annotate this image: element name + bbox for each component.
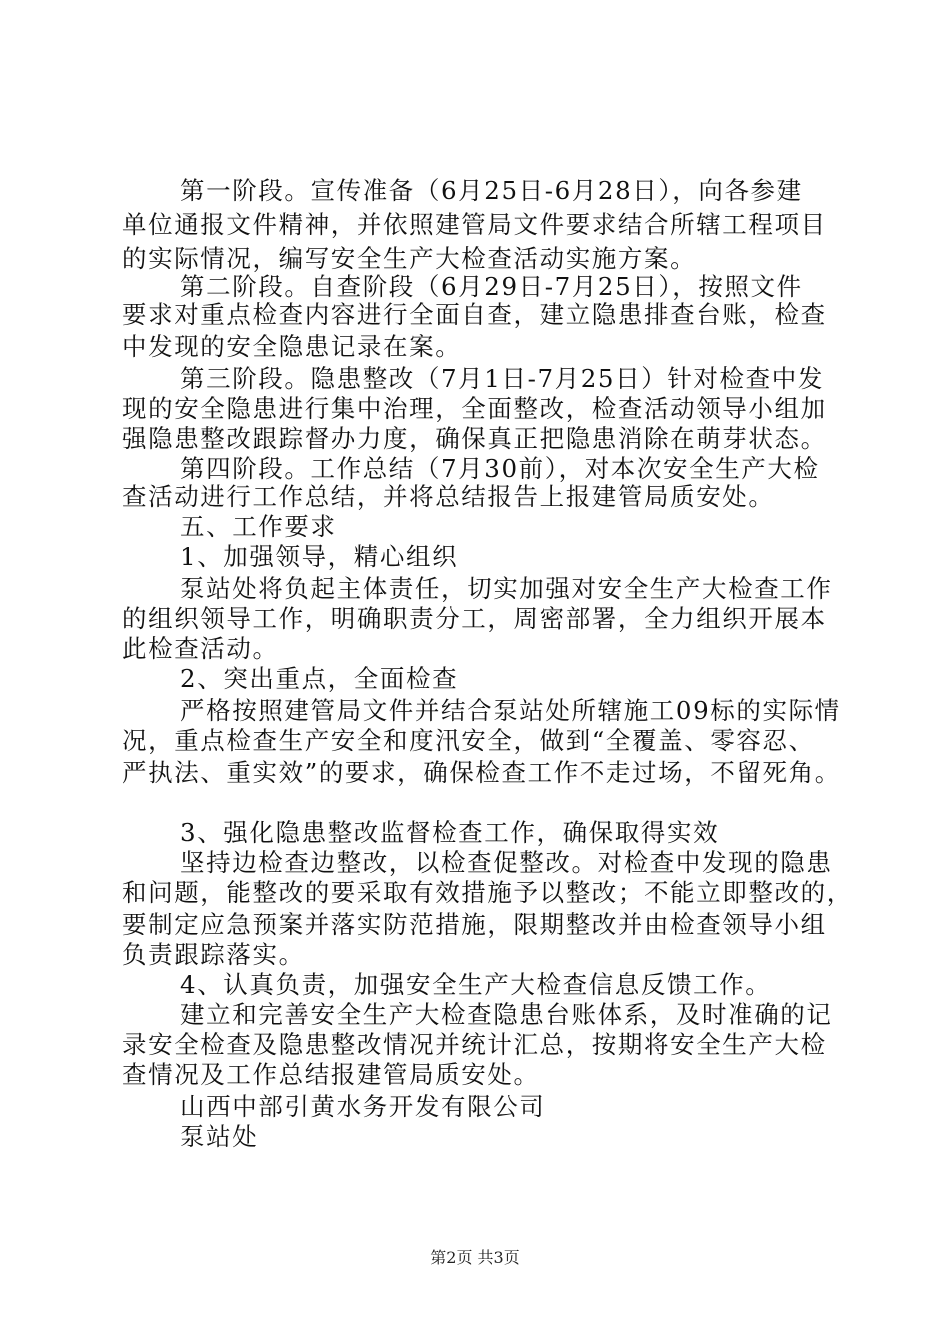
text-line: 要制定应急预案并落实防范措施，限期整改并由检查领导小组 [122,910,827,939]
text-line: 的组织领导工作，明确职责分工，周密部署，全力组织开展本 [122,604,827,633]
text-line: 第一阶段。宣传准备（6月25日-6月28日），向各参建 [180,176,803,205]
text-line: 负责跟踪落实。 [122,940,305,969]
text-line: 严执法、重实效”的要求，确保检查工作不走过场，不留死角。 [122,758,841,787]
signature-company: 山西中部引黄水务开发有限公司 [180,1092,546,1121]
text-line: 查情况及工作总结报建管局质安处。 [122,1060,540,1089]
section-heading: 五、工作要求 [180,512,337,541]
page-number-footer: 第2页 共3页 [430,1248,520,1267]
text-line: 第二阶段。自查阶段（6月29日-7月25日），按照文件 [180,272,803,301]
text-line: 建立和完善安全生产大检查隐患台账体系，及时准确的记 [180,1000,833,1029]
text-line: 第三阶段。隐患整改（7月1日-7月25日）针对检查中发 [180,364,824,393]
text-line: 中发现的安全隐患记录在案。 [122,332,462,361]
text-line: 要求对重点检查内容进行全面自查，建立隐患排查台账，检查 [122,300,827,329]
text-line: 现的安全隐患进行集中治理，全面整改，检查活动领导小组加 [122,394,827,423]
subsection-heading: 2、突出重点，全面检查 [180,664,459,693]
text-line: 单位通报文件精神，并依照建管局文件要求结合所辖工程项目 [122,210,827,239]
text-line: 强隐患整改跟踪督办力度，确保真正把隐患消除在萌芽状态。 [122,424,827,453]
text-line: 查活动进行工作总结，并将总结报告上报建管局质安处。 [122,482,775,511]
text-line: 和问题，能整改的要采取有效措施予以整改；不能立即整改的， [122,878,853,907]
text-line: 录安全检查及隐患整改情况并统计汇总，按期将安全生产大检 [122,1030,827,1059]
text-line: 况，重点检查生产安全和度汛安全，做到“全覆盖、零容忍、 [122,726,815,755]
text-line: 严格按照建管局文件并结合泵站处所辖施工09标的实际情 [180,696,841,725]
subsection-heading: 4、认真负责，加强安全生产大检查信息反馈工作。 [180,970,772,999]
text-line: 泵站处将负起主体责任，切实加强对安全生产大检查工作 [180,574,833,603]
text-line: 第四阶段。工作总结（7月30前），对本次安全生产大检 [180,454,820,483]
subsection-heading: 1、加强领导，精心组织 [180,542,459,571]
text-line: 此检查活动。 [122,634,279,663]
text-line: 坚持边检查边整改，以检查促整改。对检查中发现的隐患 [180,848,833,877]
text-line: 的实际情况，编写安全生产大检查活动实施方案。 [122,244,697,273]
signature-department: 泵站处 [180,1122,259,1151]
subsection-heading: 3、强化隐患整改监督检查工作，确保取得实效 [180,818,720,847]
